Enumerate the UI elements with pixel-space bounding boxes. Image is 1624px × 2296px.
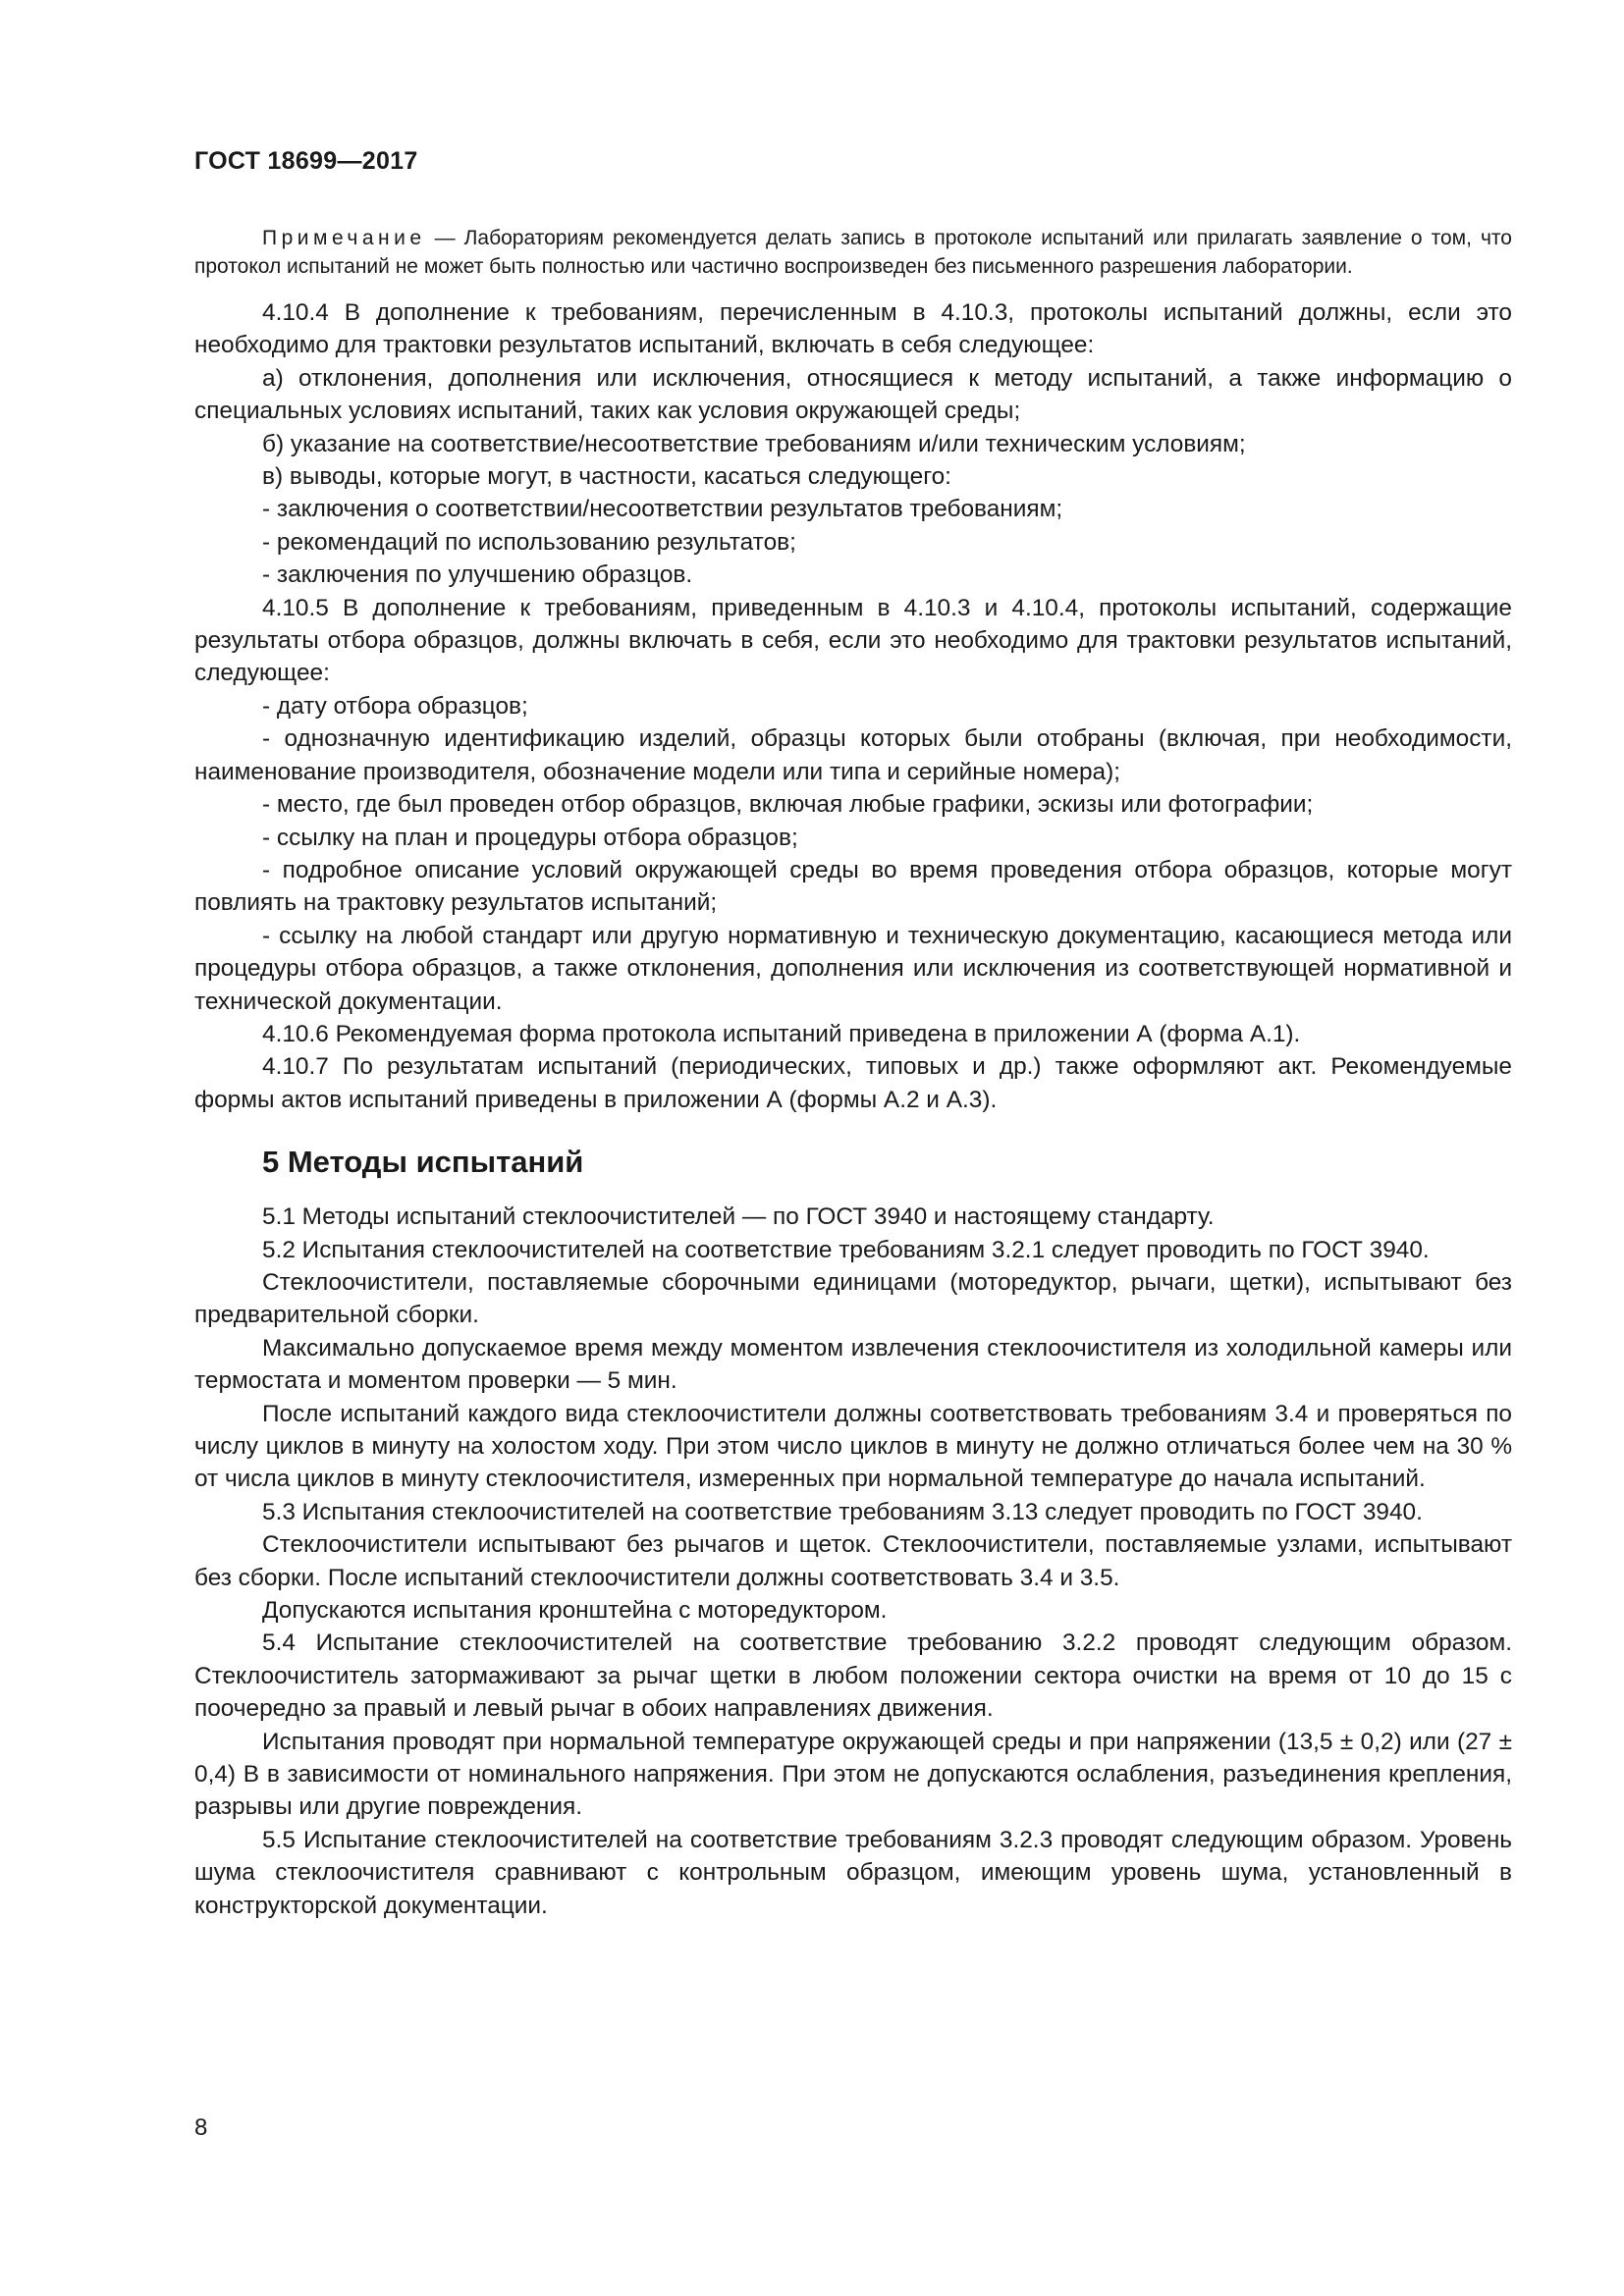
note-label: Примечание bbox=[262, 227, 426, 249]
note-paragraph bbox=[194, 224, 1512, 281]
section-heading: 5 Методы испытаний bbox=[262, 1145, 584, 1180]
paragraph: Стеклоочистители, поставляемые сборочными единицами (моторедуктор, рычаги, щетки), испытывают без предварительной сборки. bbox=[194, 1268, 1512, 1329]
standard-header: ГОСТ 18699—2017 bbox=[194, 147, 418, 175]
paragraph: 4.10.6 Рекомендуемая форма протокола испытаний приведена в приложении А (форма А.1). bbox=[262, 1020, 1301, 1047]
page-number: 8 bbox=[194, 2114, 208, 2141]
list-item: - рекомендаций по использованию результатов; bbox=[262, 528, 796, 556]
paragraph: Испытания проводят при нормальной температуре окружающей среды и при напряжении (13,5 ± 0,2) или (27 ± 0,4) В в зависимости от номинального напряжения. При этом не допускаются ослабления, разъединения крепления, разрывы или другие повреждения. bbox=[194, 1728, 1512, 1821]
list-item: - заключения о соответствии/несоответствии результатов требованиям; bbox=[262, 496, 1063, 523]
document-body bbox=[194, 224, 1512, 1922]
paragraph: 4.10.4 В дополнение к требованиям, перечисленным в 4.10.3, протоколы испытаний должны, если это необходимо для трактовки результатов испытаний, включать в себя следующее: bbox=[194, 299, 1512, 359]
paragraph: После испытаний каждого вида стеклоочистители должны соответствовать требованиям 3.4 и проверяться по числу циклов в минуту на холостом ходу. При этом число циклов в минуту не должно отличаться более чем на 30 % от числа циклов в минуту стеклоочистителя, измеренных при нормальной температуре до начала испытаний. bbox=[194, 1400, 1512, 1493]
note-text: — Лабораториям рекомендуется делать запись в протоколе испытаний или прилагать заявление о том, что протокол испытаний не может быть полностью или частично воспроизведен без письменного разрешения лаборатории. bbox=[194, 227, 1512, 278]
paragraph: Стеклоочистители испытывают без рычагов и щеток. Стеклоочистители, поставляемые узлами, испытывают без сборки. После испытаний стеклоочистители должны соответствовать 3.4 и 3.5. bbox=[194, 1531, 1512, 1591]
list-item: - место, где был проведен отбор образцов, включая любые графики, эскизы или фотографии; bbox=[262, 791, 1314, 819]
list-item: - ссылку на план и процедуры отбора образцов; bbox=[262, 824, 798, 851]
paragraph: 4.10.5 В дополнение к требованиям, приведенным в 4.10.3 и 4.10.4, протоколы испытаний, содержащие результаты отбора образцов, должны включать в себя, если это необходимо для трактовки результатов испытаний, следующее: bbox=[194, 594, 1512, 687]
paragraph: 5.3 Испытания стеклоочистителей на соответствие требованиям 3.13 следует проводить по ГОСТ 3940. bbox=[262, 1498, 1423, 1525]
list-item: а) отклонения, дополнения или исключения, относящиеся к методу испытаний, а также информацию о специальных условиях испытаний, таких как условия окружающей среды; bbox=[194, 364, 1512, 425]
list-item: - однозначную идентификацию изделий, образцы которых были отобраны (включая, при необходимости, наименование производителя, обозначение модели или типа и серийные номера); bbox=[194, 725, 1512, 785]
section-4-10-paragraphs bbox=[194, 296, 1512, 1116]
paragraph: Максимально допускаемое время между моментом извлечения стеклоочистителя из холодильной камеры или термостата и моментом проверки — 5 мин. bbox=[194, 1334, 1512, 1395]
list-item: - дату отбора образцов; bbox=[262, 692, 528, 720]
paragraph: 5.1 Методы испытаний стеклоочистителей — по ГОСТ 3940 и настоящему стандарту. bbox=[262, 1203, 1215, 1231]
section-5-paragraphs bbox=[194, 1201, 1512, 1922]
list-item: - заключения по улучшению образцов. bbox=[262, 561, 693, 589]
paragraph: Допускаются испытания кронштейна с моторедуктором. bbox=[262, 1597, 888, 1625]
paragraph: 4.10.7 По результатам испытаний (периодических, типовых и др.) также оформляют акт. Рекомендуемые формы актов испытаний приведены в приложении А (формы А.2 и А.3). bbox=[194, 1053, 1512, 1113]
list-item: в) выводы, которые могут, в частности, касаться следующего: bbox=[262, 463, 951, 491]
paragraph: 5.2 Испытания стеклоочистителей на соответствие требованиям 3.2.1 следует проводить по ГОСТ 3940. bbox=[262, 1236, 1430, 1263]
list-item: б) указание на соответствие/несоответствие требованиям и/или техническим условиям; bbox=[262, 430, 1246, 457]
paragraph: 5.4 Испытание стеклоочистителей на соответствие требованию 3.2.2 проводят следующим образом. Стеклоочиститель затормаживают за рычаг щетки в любом положении сектора очистки на время от 10 до 15 с поочередно за правый и левый рычаг в обоих направлениях движения. bbox=[194, 1629, 1512, 1723]
list-item: - подробное описание условий окружающей среды во время проведения отбора образцов, которые могут повлиять на трактовку результатов испытаний; bbox=[194, 856, 1512, 917]
paragraph: 5.5 Испытание стеклоочистителей на соответствие требованиям 3.2.3 проводят следующим образом. Уровень шума стеклоочистителя сравнивают с контрольным образцом, имеющим уровень шума, установленный в конструкторской документации. bbox=[194, 1826, 1512, 1919]
list-item: - ссылку на любой стандарт или другую нормативную и техническую документацию, касающиеся метода или процедуры отбора образцов, а также отклонения, дополнения или исключения из соответствующей нормативной и технической документации. bbox=[194, 922, 1512, 1015]
